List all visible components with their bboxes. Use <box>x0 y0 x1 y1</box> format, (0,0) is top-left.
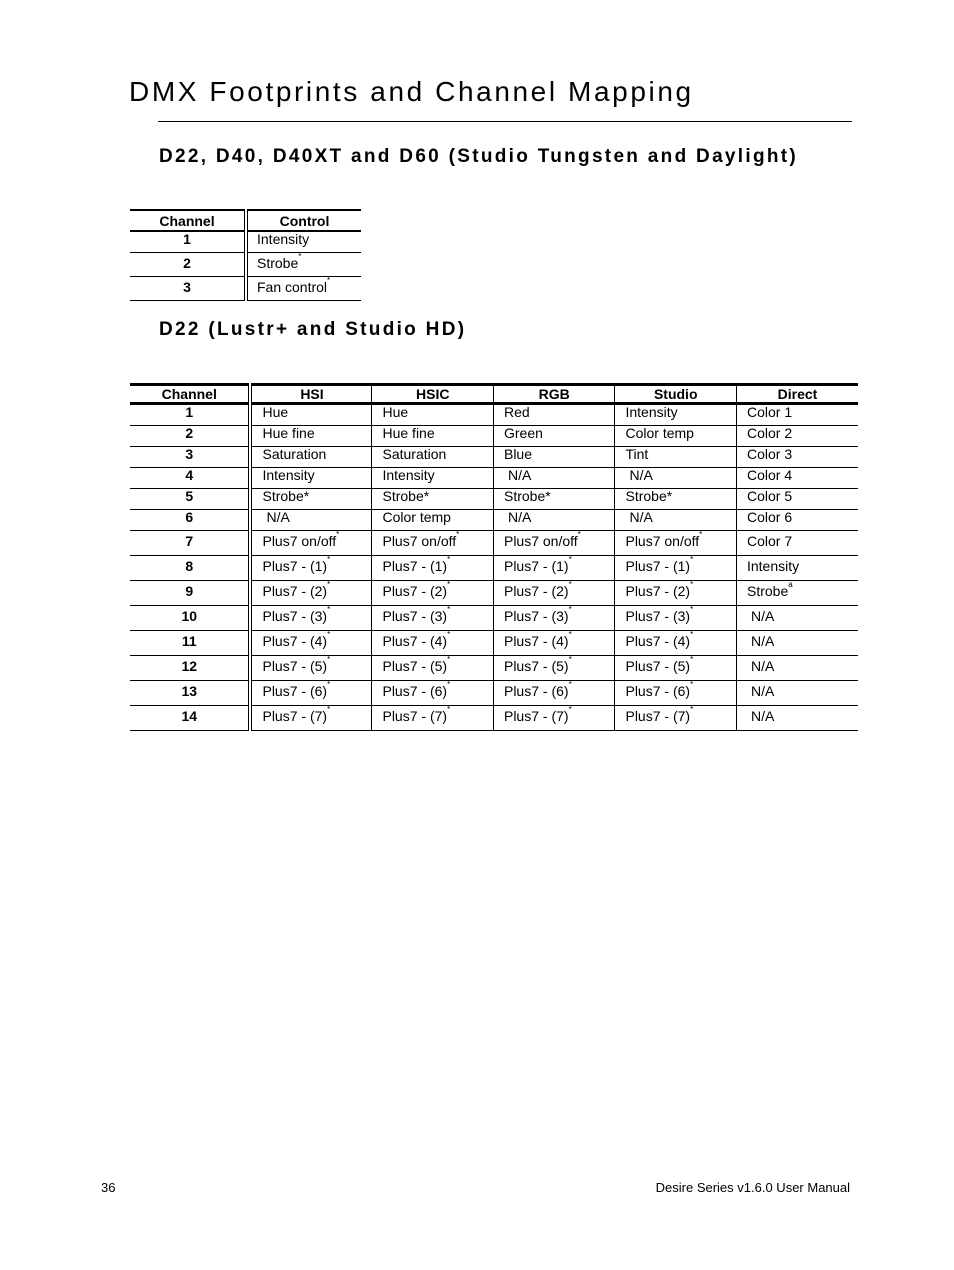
footnote-marker: * <box>327 580 331 589</box>
hsic-cell <box>372 606 494 631</box>
footnote-marker: * <box>447 630 451 639</box>
cell-text: Plus7 - (2) <box>382 583 448 599</box>
table-row <box>130 447 858 468</box>
cell-text: Plus7 on/off <box>503 533 578 549</box>
channel-number: 13 <box>181 683 198 699</box>
rgb-cell <box>493 606 615 631</box>
studio-cell <box>615 681 737 706</box>
cell-text: Plus7 - (5) <box>262 658 328 674</box>
cell-text: Plus7 - (2) <box>262 583 328 599</box>
control-cell <box>246 253 361 277</box>
cell-text: Strobe* <box>262 488 310 504</box>
cell-text: N/A <box>750 683 775 699</box>
channel-number: 12 <box>181 658 198 674</box>
cell-text: Color 4 <box>746 467 793 483</box>
channel-number: 9 <box>185 583 194 599</box>
table-row <box>130 489 858 510</box>
table-row <box>130 656 858 681</box>
cell-text: Red <box>503 404 530 420</box>
hsic-cell <box>372 510 494 531</box>
rgb-cell <box>493 510 615 531</box>
table-row <box>130 606 858 631</box>
table-row <box>130 681 858 706</box>
footnote-marker: * <box>327 680 331 689</box>
cell-text: Color 3 <box>746 446 793 462</box>
cell-text: Color temp <box>382 509 451 525</box>
footnote-marker: * <box>336 530 340 539</box>
studio-cell <box>615 447 737 468</box>
cell-text: Tint <box>625 446 649 462</box>
hsi-cell <box>250 706 372 731</box>
footnote-marker: * <box>447 580 451 589</box>
studio-cell <box>615 468 737 489</box>
title-divider <box>158 121 852 122</box>
control-cell <box>246 277 361 301</box>
hsic-cell <box>372 404 494 426</box>
channel-number: 3 <box>183 279 191 295</box>
table-row <box>130 253 361 277</box>
cell-text: Plus7 on/off <box>262 533 337 549</box>
footnote-marker: * <box>568 555 572 564</box>
cell-text: Hue <box>262 404 289 420</box>
table-header-row <box>130 385 858 404</box>
cell-text: N/A <box>507 509 532 525</box>
footnote-marker: * <box>690 705 694 714</box>
cell-text: Plus7 - (4) <box>503 633 569 649</box>
cell-text: N/A <box>750 633 775 649</box>
footnote-marker: * <box>568 580 572 589</box>
cell-text: N/A <box>750 658 775 674</box>
hsi-cell <box>250 631 372 656</box>
cell-text: N/A <box>629 467 653 483</box>
cell-text: Plus7 - (4) <box>262 633 328 649</box>
rgb-cell <box>493 631 615 656</box>
channel-number: 4 <box>185 467 194 483</box>
rgb-cell <box>493 489 615 510</box>
column-header-channel: Channel <box>159 212 215 229</box>
footnote-marker: * <box>568 605 572 614</box>
studio-cell <box>615 606 737 631</box>
hsic-cell <box>372 426 494 447</box>
table-row <box>130 556 858 581</box>
rgb-cell <box>493 468 615 489</box>
direct-cell <box>736 631 858 656</box>
cell-text: Plus7 - (3) <box>262 608 328 624</box>
cell-text: Hue <box>382 404 409 420</box>
cell-text: Plus7 - (1) <box>625 558 691 574</box>
studio-cell <box>615 510 737 531</box>
section-heading-lustr-studio-hd: D22 (Lustr+ and Studio HD) <box>159 319 467 340</box>
cell-text: Plus7 - (6) <box>262 683 328 699</box>
column-header-channel: Channel <box>161 386 217 402</box>
table-row <box>130 468 858 489</box>
direct-cell <box>736 468 858 489</box>
cell-text: Plus7 - (6) <box>625 683 691 699</box>
footnote-marker: * <box>568 630 572 639</box>
cell-text: Plus7 - (3) <box>382 608 448 624</box>
rgb-cell <box>493 706 615 731</box>
cell-text: Color 7 <box>746 533 793 549</box>
direct-cell <box>736 606 858 631</box>
cell-text: Plus7 - (3) <box>503 608 569 624</box>
column-header-studio: Studio <box>615 385 737 404</box>
footnote-marker: a <box>788 580 793 589</box>
studio-cell <box>615 489 737 510</box>
hsi-cell <box>250 426 372 447</box>
footnote-marker: * <box>327 630 331 639</box>
footnote-marker: * <box>447 655 451 664</box>
cell-text: Plus7 on/off <box>382 533 457 549</box>
channel-number: 3 <box>185 446 194 462</box>
rgb-cell <box>493 681 615 706</box>
cell-text: Green <box>503 425 543 441</box>
channel-number: 1 <box>185 404 194 420</box>
hsi-cell <box>250 468 372 489</box>
cell-text: Color 1 <box>746 404 793 420</box>
channel-number: 8 <box>185 558 194 574</box>
rgb-cell <box>493 556 615 581</box>
cell-text: Saturation <box>262 446 327 462</box>
hsic-cell <box>372 581 494 606</box>
table-row <box>130 531 858 556</box>
table-row <box>130 510 858 531</box>
direct-cell <box>736 581 858 606</box>
hsi-cell <box>250 656 372 681</box>
hsi-cell <box>250 681 372 706</box>
direct-cell <box>736 656 858 681</box>
channel-number: 1 <box>183 231 191 247</box>
footnote-marker: * <box>327 555 331 564</box>
footnote-marker: * <box>447 555 451 564</box>
cell-text: Blue <box>503 446 533 462</box>
hsic-cell <box>372 681 494 706</box>
control-text: Strobe <box>257 255 299 271</box>
cell-text: Plus7 - (7) <box>262 708 328 724</box>
channel-number: 2 <box>183 255 191 271</box>
table-row <box>130 426 858 447</box>
hsi-cell <box>250 531 372 556</box>
hsi-cell <box>250 447 372 468</box>
footnote-marker: * <box>690 580 694 589</box>
channel-table-studio <box>130 209 361 301</box>
cell-text: Plus7 - (6) <box>503 683 569 699</box>
cell-text: Plus7 - (5) <box>382 658 448 674</box>
cell-text: Color 6 <box>746 509 793 525</box>
studio-cell <box>615 706 737 731</box>
hsi-cell <box>250 510 372 531</box>
studio-cell <box>615 631 737 656</box>
channel-table-lustr <box>130 383 858 731</box>
cell-text: Color temp <box>625 425 694 441</box>
hsic-cell <box>372 631 494 656</box>
control-cell <box>246 231 361 253</box>
footnote-marker: * <box>327 605 331 614</box>
direct-cell <box>736 426 858 447</box>
cell-text: Plus7 - (7) <box>382 708 448 724</box>
cell-text: Plus7 - (2) <box>625 583 691 599</box>
cell-text: Color 5 <box>746 488 793 504</box>
rgb-cell <box>493 656 615 681</box>
channel-number: 6 <box>185 509 194 525</box>
cell-text: N/A <box>750 608 775 624</box>
footnote-marker: * <box>690 555 694 564</box>
hsic-cell <box>372 489 494 510</box>
footnote-marker: * <box>327 655 331 664</box>
footnote-marker: * <box>447 705 451 714</box>
rgb-cell <box>493 426 615 447</box>
rgb-cell <box>493 581 615 606</box>
cell-text: Plus7 - (5) <box>503 658 569 674</box>
footnote-marker: * <box>298 252 302 261</box>
cell-text: Intensity <box>262 467 315 483</box>
cell-text: Intensity <box>746 558 800 574</box>
hsi-cell <box>250 404 372 426</box>
cell-text: Plus7 - (7) <box>625 708 691 724</box>
cell-text: Hue fine <box>382 425 435 441</box>
cell-text: Plus7 - (6) <box>382 683 448 699</box>
page-title: DMX Footprints and Channel Mapping <box>129 76 694 107</box>
channel-number: 2 <box>185 425 194 441</box>
hsi-cell <box>250 556 372 581</box>
direct-cell <box>736 706 858 731</box>
cell-text: Plus7 - (1) <box>382 558 448 574</box>
cell-text: Saturation <box>382 446 447 462</box>
footnote-marker: * <box>699 530 703 539</box>
hsi-cell <box>250 489 372 510</box>
table-row <box>130 631 858 656</box>
cell-text: Strobe <box>746 583 789 599</box>
table-row <box>130 706 858 731</box>
page-number: 36 <box>101 1180 116 1195</box>
direct-cell <box>736 447 858 468</box>
hsic-cell <box>372 447 494 468</box>
direct-cell <box>736 556 858 581</box>
cell-text: N/A <box>629 509 653 525</box>
studio-cell <box>615 656 737 681</box>
rgb-cell <box>493 531 615 556</box>
cell-text: Plus7 - (4) <box>625 633 691 649</box>
studio-cell <box>615 426 737 447</box>
section-heading-studio-tungsten-daylight: D22, D40, D40XT and D60 (Studio Tungsten and Daylight) <box>159 146 799 167</box>
studio-cell <box>615 531 737 556</box>
footnote-marker: * <box>456 530 460 539</box>
channel-number: 14 <box>181 708 198 724</box>
column-header-direct: Direct <box>736 385 858 404</box>
hsic-cell <box>372 531 494 556</box>
cell-text: Plus7 - (2) <box>503 583 569 599</box>
cell-text: Color 2 <box>746 425 793 441</box>
direct-cell <box>736 681 858 706</box>
channel-number: 7 <box>185 533 194 549</box>
cell-text: Plus7 - (3) <box>625 608 691 624</box>
cell-text: Plus7 - (4) <box>382 633 448 649</box>
cell-text: Plus7 - (1) <box>262 558 328 574</box>
footnote-marker: * <box>447 680 451 689</box>
column-header-control: Control <box>246 210 361 231</box>
footnote-marker: * <box>690 680 694 689</box>
cell-text: N/A <box>750 708 775 724</box>
cell-text: Intensity <box>382 467 435 483</box>
footnote-marker: * <box>690 605 694 614</box>
column-header-rgb: RGB <box>493 385 615 404</box>
table-header-row <box>130 210 361 231</box>
cell-text: Strobe* <box>503 488 551 504</box>
rgb-cell <box>493 447 615 468</box>
channel-number: 11 <box>181 633 197 649</box>
footnote-marker: * <box>690 655 694 664</box>
direct-cell <box>736 404 858 426</box>
studio-cell <box>615 556 737 581</box>
footnote-marker: * <box>568 655 572 664</box>
cell-text: Intensity <box>625 404 678 420</box>
control-text: Intensity <box>257 231 310 247</box>
table-row <box>130 404 858 426</box>
footnote-marker: * <box>690 630 694 639</box>
cell-text: N/A <box>507 467 532 483</box>
hsic-cell <box>372 556 494 581</box>
cell-text: N/A <box>266 509 290 525</box>
hsic-cell <box>372 656 494 681</box>
footnote-marker: * <box>568 680 572 689</box>
channel-number: 10 <box>181 608 198 624</box>
control-text: Fan control <box>257 279 328 295</box>
studio-cell <box>615 404 737 426</box>
hsic-cell <box>372 706 494 731</box>
cell-text: Plus7 - (1) <box>503 558 569 574</box>
cell-text: Plus7 on/off <box>625 533 700 549</box>
cell-text: Strobe* <box>382 488 430 504</box>
cell-text: Strobe* <box>625 488 673 504</box>
footnote-marker: * <box>327 705 331 714</box>
footnote-marker: * <box>327 276 331 285</box>
studio-cell <box>615 581 737 606</box>
table-row <box>130 231 361 253</box>
footnote-marker: * <box>447 605 451 614</box>
cell-text: Hue fine <box>262 425 315 441</box>
column-header-hsic: HSIC <box>372 385 494 404</box>
hsi-cell <box>250 581 372 606</box>
hsi-cell <box>250 606 372 631</box>
hsic-cell <box>372 468 494 489</box>
footnote-marker: * <box>577 530 581 539</box>
footnote-marker: * <box>568 705 572 714</box>
direct-cell <box>736 489 858 510</box>
channel-number: 5 <box>185 488 194 504</box>
direct-cell <box>736 531 858 556</box>
table-row <box>130 277 361 301</box>
cell-text: Plus7 - (7) <box>503 708 569 724</box>
direct-cell <box>736 510 858 531</box>
table-row <box>130 581 858 606</box>
cell-text: Plus7 - (5) <box>625 658 691 674</box>
column-header-hsi: HSI <box>250 385 372 404</box>
rgb-cell <box>493 404 615 426</box>
footer-manual-title: Desire Series v1.6.0 User Manual <box>655 1180 850 1195</box>
